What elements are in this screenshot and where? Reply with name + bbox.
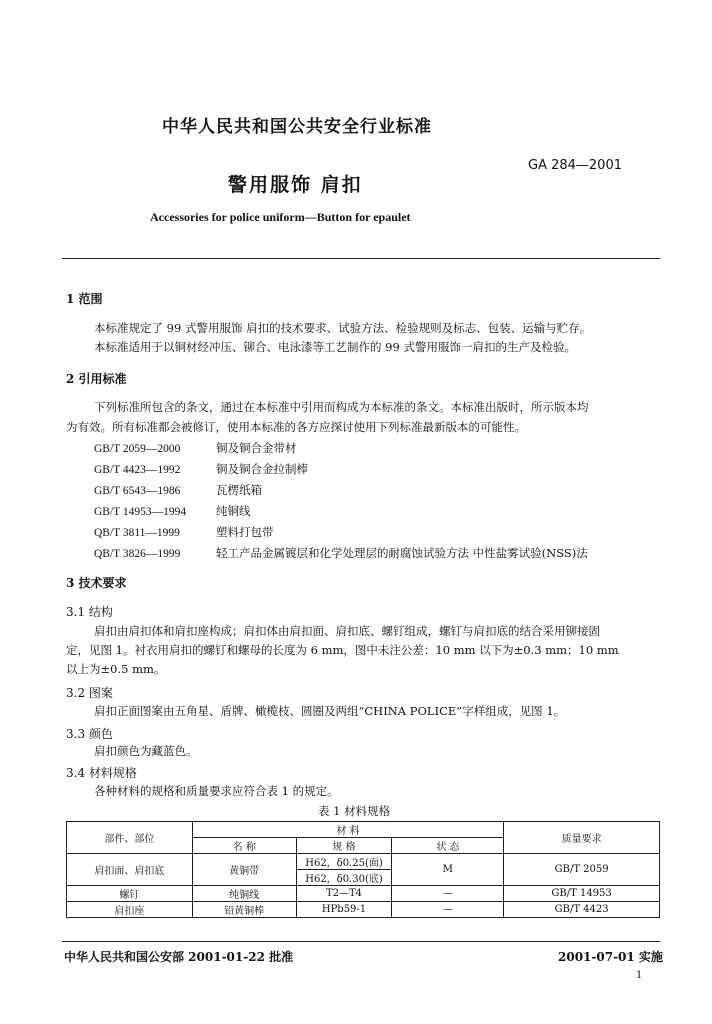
header-spec: 规 格 <box>296 838 392 854</box>
reference-number: QB/T 3826—1999 <box>94 548 181 560</box>
table-cell-name: 铅黄铜棒 <box>192 902 296 918</box>
table-cell-spec: H62，δ0.25(面) <box>296 854 392 870</box>
subsection-3-3-heading: 3.3 颜色 <box>66 727 113 741</box>
reference-number: GB/T 14953—1994 <box>94 506 187 518</box>
subsection-3-1-line-2: 定，见图 1。衬衣用肩扣的螺钉和螺母的长度为 6 mm，图中未注公差：10 mm 以下为±0.3 mm；10 mm <box>66 643 619 657</box>
reference-item <box>94 503 251 519</box>
org-title: 中华人民共和国公共安全行业标准 <box>162 117 432 137</box>
subsection-3-1-line-3: 以上为±0.5 mm。 <box>66 662 166 676</box>
section-2-paragraph-line-1: 下列标准所包含的条文，通过在本标准中引用而构成为本标准的条文。本标准出版时，所示版本均 <box>94 400 589 414</box>
subsection-3-3-line-1: 肩扣颜色为藏蓝色。 <box>94 744 198 758</box>
reference-name: 纯铜线 <box>216 504 251 518</box>
subsection-3-4-heading: 3.4 材料规格 <box>66 766 137 780</box>
document-title: 警用服饰 肩扣 <box>228 174 363 196</box>
section-3-heading: 3 技术要求 <box>66 576 127 590</box>
reference-item <box>94 482 262 498</box>
table-cell-state: — <box>392 902 504 918</box>
table-cell-spec: H62，δ0.30(底) <box>296 870 392 886</box>
table-cell-spec: T2—T4 <box>296 886 392 902</box>
approval-line: 中华人民共和国公安部 2001-01-22 批准 <box>64 950 294 964</box>
reference-number: GB/T 4423—1992 <box>94 464 181 476</box>
subsection-3-4-line-1: 各种材料的规格和质量要求应符合表 1 的规定。 <box>94 784 339 798</box>
reference-name: 轻工产品金属镀层和化学处理层的耐腐蚀试验方法 中性盐雾试验(NSS)法 <box>216 546 588 560</box>
header-state: 状 态 <box>392 838 504 854</box>
table-cell-spec: HPb59-1 <box>296 902 392 918</box>
table-cell-part: 肩扣面、肩扣底 <box>67 854 193 886</box>
reference-name: 瓦楞纸箱 <box>216 483 262 497</box>
table-cell-name: 黄铜带 <box>192 854 296 886</box>
header-rule <box>62 258 660 259</box>
section-2-paragraph-line-2: 为有效。所有标准都会被修订，使用本标准的各方应探讨使用下列标准最新版本的可能性。 <box>66 420 526 434</box>
footer-rule <box>62 941 660 942</box>
header-part: 部件、部位 <box>67 822 193 854</box>
section-1-heading: 1 范围 <box>66 292 103 306</box>
subsection-3-2-line-1: 肩扣正面图案由五角星、盾牌、橄榄枝、圆圈及两组“CHINA POLICE”字样组成，见图 1。 <box>94 704 566 718</box>
reference-name: 铜及铜合金拉制棒 <box>216 462 308 476</box>
reference-name: 铜及铜合金带材 <box>216 441 297 455</box>
document-title-english: Accessories for police uniform—Button for epaulet <box>150 210 411 224</box>
subsection-3-1-line-1: 肩扣由肩扣体和肩扣座构成；肩扣体由肩扣面、肩扣底、螺钉组成，螺钉与肩扣底的结合采用铆接固 <box>94 624 600 638</box>
reference-item <box>94 461 308 477</box>
materials-table <box>66 821 660 918</box>
table-cell-quality: GB/T 14953 <box>504 886 660 902</box>
table-cell-part: 肩扣座 <box>67 902 193 918</box>
table-cell-state: — <box>392 886 504 902</box>
reference-number: GB/T 2059—2000 <box>94 443 181 455</box>
reference-item <box>94 545 588 561</box>
section-2-heading: 2 引用标准 <box>66 372 127 386</box>
standard-code: GA 284—2001 <box>528 158 622 173</box>
section-1-paragraph-1: 本标准规定了 99 式警用服饰 肩扣的技术要求、试验方法、检验规则及标志、包装、运输与贮存。 <box>94 321 592 335</box>
page-number: 1 <box>636 970 643 981</box>
reference-item <box>94 524 274 540</box>
table-cell-name: 纯铜线 <box>192 886 296 902</box>
reference-item <box>94 440 297 456</box>
section-1-paragraph-2: 本标准适用于以铜材经冲压、铆合、电泳漆等工艺制作的 99 式警用服饰一肩扣的生产及检验。 <box>94 340 576 354</box>
reference-number: GB/T 6543—1986 <box>94 485 181 497</box>
reference-name: 塑料打包带 <box>216 525 274 539</box>
table-cell-part: 螺钉 <box>67 886 193 902</box>
table-cell-quality: GB/T 4423 <box>504 902 660 918</box>
table-caption: 表 1 材料规格 <box>318 804 391 818</box>
implementation-line: 2001-07-01 实施 <box>558 950 663 964</box>
header-material: 材 料 <box>192 822 503 838</box>
subsection-3-2-heading: 3.2 图案 <box>66 686 113 700</box>
reference-number: QB/T 3811—1999 <box>94 527 180 539</box>
table-cell-state: M <box>392 854 504 886</box>
header-quality: 质量要求 <box>504 822 660 854</box>
header-name: 名 称 <box>192 838 296 854</box>
subsection-3-1-heading: 3.1 结构 <box>66 605 113 619</box>
table-cell-quality: GB/T 2059 <box>504 854 660 886</box>
